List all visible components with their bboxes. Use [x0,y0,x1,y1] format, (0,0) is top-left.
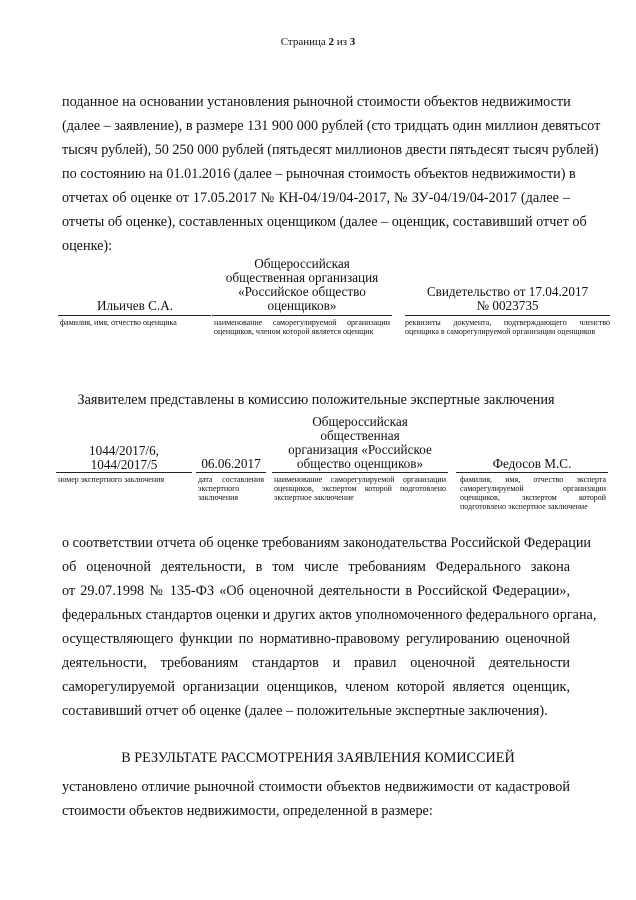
expert-date-caption: дата составления экспертного заключения [198,475,264,502]
expert-name: Федосов М.С. [492,456,572,471]
body-line: об оценочной деятельности, в том числе требованиям Федерального закона [62,559,570,575]
expert-number-caption: номер экспертного заключения [58,475,165,484]
appraiser-org-line: Общероссийская [254,256,350,271]
intro-paragraph [62,90,601,258]
appraiser-org-line: общественная организация [225,270,379,285]
body-line: деятельности, требованиям стандартов и правил оценочной деятельности [62,655,570,671]
page-header [0,36,636,48]
expert-org-caption: наименование саморегулируемой организации оценщиков, экспертом которой подготовлено экспертное заключение [274,475,446,502]
expert-org [272,415,448,471]
body-line: составивший отчет об оценке (далее – положительные экспертные заключения). [62,703,548,719]
result-line: стоимости объектов недвижимости, определенной в размере: [62,803,433,819]
appraiser-name-underline [58,315,211,316]
intro-line: тысяч рублей), 50 250 000 рублей (пятьдесят миллионов двести пятьдесят тысяч рублей) [62,142,599,158]
expert-number-underline [56,472,192,473]
appraiser-certificate-caption: реквизиты документа, подтверждающего членство оценщика в саморегулируемой организации оценщиков [405,318,610,336]
expert-org-line: общественная [320,428,400,443]
body-line: саморегулируемой организации оценщиков, членом которой является оценщик, [62,679,570,695]
expert-number-line: 1044/2017/5 [90,457,158,472]
body-line: о соответствии отчета об оценке требованиям законодательства Российской Федерации [62,535,592,551]
body-line: федеральных стандартов оценки и других актов уполномоченного федерального органа, [62,607,597,623]
intro-line: (далее – заявление), в размере 131 900 000 рублей (сто тридцать один миллион девятьсот [62,118,601,134]
page-total: 3 [349,36,356,48]
expert-conclusion-number [56,444,192,472]
expert-name-caption: фамилия, имя, отчество эксперта саморегулируемой организации оценщиков, экспертом которой подготовлено экспертное заключение [460,475,606,511]
intro-line: отчетах об оценке от 17.05.2017 № КН-04/19/04-2017, № ЗУ-04/19/04-2017 (далее – [62,190,570,206]
appraiser-name-caption: фамилия, имя, отчество оценщика [60,318,177,327]
body-line: от 29.07.1998 № 135-ФЗ «Об оценочной деятельности в Российской Федерации», [62,583,570,599]
certificate-line: Свидетельство от 17.04.2017 [426,284,589,299]
appraiser-org [212,257,392,313]
expert-org-line: Общероссийская [312,414,408,429]
result-heading: В РЕЗУЛЬТАТЕ РАССМОТРЕНИЯ ЗАЯВЛЕНИЯ КОМИССИЕЙ [121,750,515,766]
expert-number-line: 1044/2017/6, [89,443,159,458]
appraiser-org-caption: наименование саморегулируемой организации оценщиков, членом которой является оценщик [214,318,390,336]
intro-line: поданное на основании установления рыночной стоимости объектов недвижимости [62,94,571,110]
appraiser-certificate-underline [405,315,610,316]
expert-date-underline [196,472,266,473]
intro-line: отчеты об оценке), составленных оценщиком (далее – оценщик, составивший отчет об [62,214,587,230]
page-middle: из [334,36,350,48]
appraiser-certificate [405,285,610,313]
appraiser-org-line: оценщиков» [267,298,337,313]
conformity-paragraph [62,531,597,723]
expert-intro-text: Заявителем представлены в комиссию положительные экспертные заключения [77,392,555,408]
appraiser-org-underline [212,315,392,316]
intro-line: оценке): [62,238,113,254]
appraiser-name: Ильичев С.А. [96,298,174,313]
result-line: установлено отличие рыночной стоимости объектов недвижимости от кадастровой [62,779,570,795]
appraiser-org-line: «Российское общество [238,284,366,299]
expert-org-underline [272,472,448,473]
certificate-line: № 0023735 [476,298,539,313]
page-prefix: Страница [280,36,329,48]
expert-name-underline [456,472,608,473]
expert-conclusion-date: 06.06.2017 [201,456,261,471]
result-paragraph [62,775,570,823]
expert-intro [62,388,570,412]
page-number: 2 [328,36,335,48]
body-line: осуществляющего функции по нормативно-правовому регулированию оценочной [62,631,570,647]
intro-line: по состоянию на 01.01.2016 (далее – рыночная стоимость объектов недвижимости) в [62,166,576,182]
expert-org-line: общество оценщиков» [296,456,424,471]
expert-org-line: организация «Российское [288,442,432,457]
